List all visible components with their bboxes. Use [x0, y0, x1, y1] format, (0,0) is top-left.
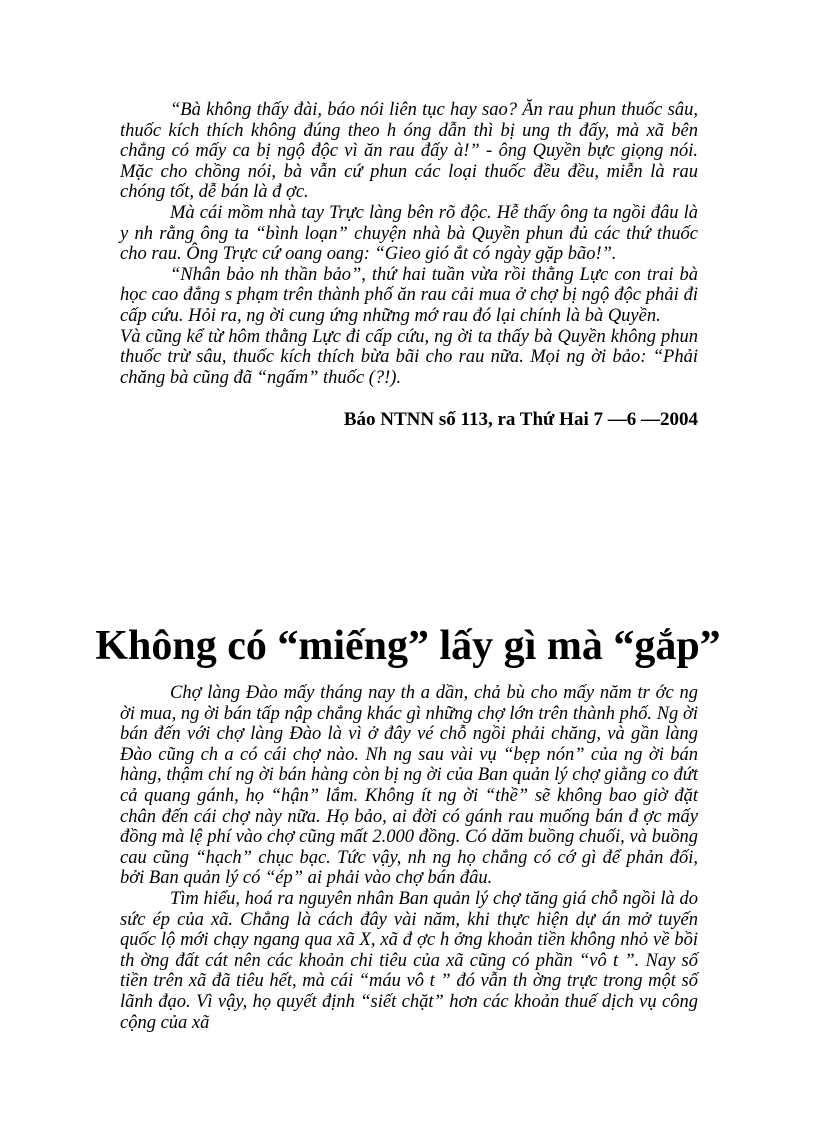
article-2-body [120, 683, 698, 1033]
article-1-paragraph-4: Và cũng kể từ hôm thằng Lực đi cấp cứu, ng ời ta thấy bà Quyền không phun thuốc trừ sâu, thuốc kích thích bừa bãi cho rau nữa. Mọi ng ời bảo: “Phải chăng bà cũng đã “ngấm” thuốc (?!). [120, 326, 698, 388]
article-2-paragraph-2: Tìm hiểu, hoá ra nguyên nhân Ban quản lý chợ tăng giá chỗ ngồi là do sức ép của xã. Chẳng là cách đây vài năm, khi thực hiện dự án mở tuyến quốc lộ mới chạy ngang qua xã X, xã đ ợc h ởng khoản tiền không nhỏ về bồi th ờng đất cát nên các khoản chi tiêu của xã cũng có phần “vô t ”. Nay số tiền trên xã đã tiêu hết, mà cái “máu vô t ” đó vẫn th ờng trực trong một số lãnh đạo. Vì vậy, họ quyết định “siết chặt” hơn các khoản thuế dịch vụ công cộng của xã [120, 888, 698, 1033]
article-1-paragraph-1: “Bà không thấy đài, báo nói liên tục hay sao? Ăn rau phun thuốc sâu, thuốc kích thích không đúng theo h óng dẫn thì bị ung th đấy, mà xã bên chẳng có mấy ca bị ngộ độc vì ăn rau đấy à!” - ông Quyền bực giọng nói. Mặc cho chồng nói, bà vẫn cứ phun các loại thuốc đều đều, miễn là rau chóng tốt, dễ bán là đ ợc. [120, 100, 698, 203]
article-1-source: Báo NTNN số 113, ra Thứ Hai 7 —6 —2004 [343, 409, 698, 430]
article-2-title: Không có “miếng” lấy gì mà “gắp” [95, 623, 721, 669]
article-1-body [120, 100, 698, 388]
article-1-paragraph-3: “Nhân bảo nh thần bảo”, thứ hai tuần vừa rồi thằng Lực con trai bà học cao đẳng s phạm trên thành phố ăn rau cải mua ở chợ bị ngộ độc phải đi cấp cứu. Hỏi ra, ng ời cung ứng những mớ rau đó lại chính là bà Quyền. [120, 264, 698, 326]
article-2-paragraph-1: Chợ làng Đào mấy tháng nay th a dần, chả bù cho mấy năm tr ớc ng ời mua, ng ời bán tấp nập chẳng khác gì những chợ lớn trên thành phố. Ng ời bán đến với chợ làng Đào là vì ở đây vé chỗ ngồi phải chăng, và gần làng Đào cũng ch a có cái chợ nào. Nh ng sau vài vụ “bẹp nón” của ng ời bán hàng, thậm chí ng ời bán hàng còn bị ng ời của Ban quản lý chợ giằng co đứt cả quang gánh, họ “hận” lắm. Không ít ng ời “thề” sẽ không bao giờ đặt chân đến cái chợ này nữa. Họ bảo, ai đời có gánh rau muống bán đ ợc mấy đồng mà lệ phí vào chợ cũng mất 2.000 đồng. Có dăm buồng chuối, và buồng cau cũng “hạch” chục bạc. Tức vậy, nh ng họ chẳng có cớ gì để phản đối, bởi Ban quản lý có “ép” ai phải vào chợ bán đâu. [120, 683, 698, 889]
article-1-paragraph-2: Mà cái mồm nhà tay Trực làng bên rõ độc. Hễ thấy ông ta ngồi đâu là y nh rằng ông ta “bình loạn” chuyện nhà bà Quyền phun đủ các thứ thuốc cho rau. Ông Trực cứ oang oang: “Gieo gió ắt có ngày gặp bão!”. [120, 202, 698, 265]
